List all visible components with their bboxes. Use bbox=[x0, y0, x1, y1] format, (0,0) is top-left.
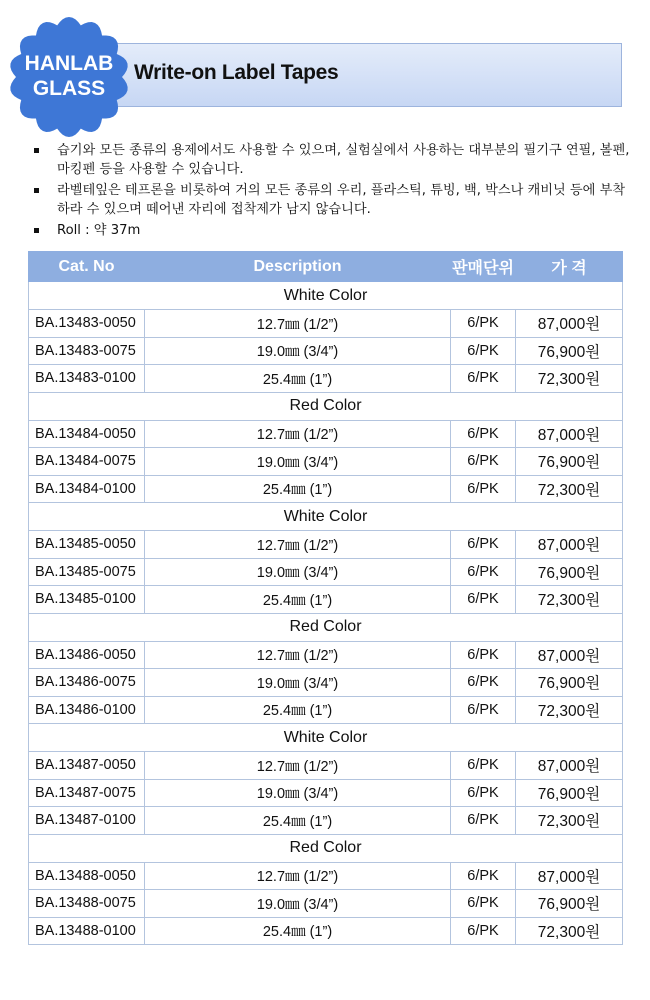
price-cell: 87,000원 bbox=[516, 862, 623, 890]
cat-no-cell: BA.13487-0050 bbox=[29, 752, 145, 780]
group-label: Red Color bbox=[29, 834, 623, 862]
cat-no-cell: BA.13483-0100 bbox=[29, 365, 145, 393]
cat-no-cell: BA.13485-0075 bbox=[29, 558, 145, 586]
group-label: Red Color bbox=[29, 392, 623, 420]
brand-badge bbox=[8, 16, 130, 138]
description-cell: 12.7㎜ (1/2”) bbox=[145, 531, 451, 559]
group-row bbox=[29, 503, 623, 531]
cat-no-cell: BA.13486-0050 bbox=[29, 641, 145, 669]
unit-cell: 6/PK bbox=[451, 696, 516, 724]
table-row bbox=[29, 862, 623, 890]
column-header-cat-no: Cat. No bbox=[29, 252, 145, 282]
table-row bbox=[29, 779, 623, 807]
table-row bbox=[29, 641, 623, 669]
unit-cell: 6/PK bbox=[451, 917, 516, 945]
table-row bbox=[29, 531, 623, 559]
unit-cell: 6/PK bbox=[451, 890, 516, 918]
feature-item bbox=[32, 141, 632, 179]
table-row bbox=[29, 586, 623, 614]
unit-cell: 6/PK bbox=[451, 586, 516, 614]
column-header-unit: 판매단위 bbox=[451, 252, 516, 282]
price-cell: 76,900원 bbox=[516, 779, 623, 807]
group-row bbox=[29, 724, 623, 752]
table-row bbox=[29, 807, 623, 835]
price-cell: 87,000원 bbox=[516, 531, 623, 559]
unit-cell: 6/PK bbox=[451, 310, 516, 338]
description-cell: 19.0㎜ (3/4”) bbox=[145, 448, 451, 476]
unit-cell: 6/PK bbox=[451, 475, 516, 503]
brand-line1: HANLAB bbox=[24, 52, 114, 75]
feature-item bbox=[32, 221, 632, 240]
cat-no-cell: BA.13484-0050 bbox=[29, 420, 145, 448]
price-cell: 76,900원 bbox=[516, 669, 623, 697]
group-label: White Color bbox=[29, 282, 623, 310]
cat-no-cell: BA.13487-0075 bbox=[29, 779, 145, 807]
price-cell: 72,300원 bbox=[516, 807, 623, 835]
description-cell: 19.0㎜ (3/4”) bbox=[145, 669, 451, 697]
unit-cell: 6/PK bbox=[451, 752, 516, 780]
table-header-row bbox=[29, 252, 623, 282]
price-cell: 76,900원 bbox=[516, 558, 623, 586]
feature-text: Roll : 약 37m bbox=[57, 223, 141, 238]
cat-no-cell: BA.13484-0075 bbox=[29, 448, 145, 476]
price-cell: 72,300원 bbox=[516, 696, 623, 724]
price-cell: 76,900원 bbox=[516, 890, 623, 918]
table-row bbox=[29, 890, 623, 918]
table-row bbox=[29, 310, 623, 338]
cat-no-cell: BA.13486-0075 bbox=[29, 669, 145, 697]
description-cell: 12.7㎜ (1/2”) bbox=[145, 862, 451, 890]
cat-no-cell: BA.13485-0100 bbox=[29, 586, 145, 614]
brand-line2: GLASS bbox=[32, 77, 106, 100]
column-header-description: Description bbox=[145, 252, 451, 282]
description-cell: 19.0㎜ (3/4”) bbox=[145, 337, 451, 365]
table-row bbox=[29, 420, 623, 448]
cat-no-cell: BA.13488-0075 bbox=[29, 890, 145, 918]
description-cell: 25.4㎜ (1”) bbox=[145, 475, 451, 503]
price-cell: 72,300원 bbox=[516, 475, 623, 503]
unit-cell: 6/PK bbox=[451, 641, 516, 669]
price-cell: 72,300원 bbox=[516, 365, 623, 393]
description-cell: 19.0㎜ (3/4”) bbox=[145, 779, 451, 807]
cat-no-cell: BA.13483-0075 bbox=[29, 337, 145, 365]
table-row bbox=[29, 669, 623, 697]
price-cell: 87,000원 bbox=[516, 310, 623, 338]
cat-no-cell: BA.13484-0100 bbox=[29, 475, 145, 503]
product-table bbox=[28, 251, 623, 945]
description-cell: 19.0㎜ (3/4”) bbox=[145, 558, 451, 586]
table-row bbox=[29, 365, 623, 393]
unit-cell: 6/PK bbox=[451, 862, 516, 890]
group-label: White Color bbox=[29, 724, 623, 752]
cat-no-cell: BA.13488-0100 bbox=[29, 917, 145, 945]
group-row bbox=[29, 282, 623, 310]
description-cell: 25.4㎜ (1”) bbox=[145, 917, 451, 945]
feature-list bbox=[32, 141, 632, 242]
price-cell: 87,000원 bbox=[516, 420, 623, 448]
price-cell: 72,300원 bbox=[516, 586, 623, 614]
feature-text: 습기와 모든 종류의 용제에서도 사용할 수 있으며, 실험실에서 사용하는 대부분의 필기구 연필, 볼펜, 마킹펜 등을 사용할 수 있습니다. bbox=[57, 143, 630, 177]
group-label: Red Color bbox=[29, 613, 623, 641]
price-cell: 87,000원 bbox=[516, 641, 623, 669]
price-cell: 76,900원 bbox=[516, 448, 623, 476]
bullet-square-icon bbox=[34, 188, 39, 193]
cat-no-cell: BA.13488-0050 bbox=[29, 862, 145, 890]
description-cell: 25.4㎜ (1”) bbox=[145, 365, 451, 393]
cat-no-cell: BA.13487-0100 bbox=[29, 807, 145, 835]
unit-cell: 6/PK bbox=[451, 779, 516, 807]
unit-cell: 6/PK bbox=[451, 669, 516, 697]
table-row bbox=[29, 448, 623, 476]
unit-cell: 6/PK bbox=[451, 365, 516, 393]
description-cell: 12.7㎜ (1/2”) bbox=[145, 641, 451, 669]
price-cell: 76,900원 bbox=[516, 337, 623, 365]
cat-no-cell: BA.13483-0050 bbox=[29, 310, 145, 338]
unit-cell: 6/PK bbox=[451, 558, 516, 586]
table-row bbox=[29, 752, 623, 780]
table-body bbox=[29, 282, 623, 945]
table-row bbox=[29, 475, 623, 503]
group-row bbox=[29, 834, 623, 862]
feature-item bbox=[32, 181, 632, 219]
description-cell: 25.4㎜ (1”) bbox=[145, 696, 451, 724]
table-row bbox=[29, 917, 623, 945]
price-cell: 72,300원 bbox=[516, 917, 623, 945]
group-row bbox=[29, 613, 623, 641]
bullet-square-icon bbox=[34, 228, 39, 233]
feature-text: 라벨테잎은 테프론을 비롯하여 거의 모든 종류의 우리, 플라스틱, 튜빙, 백, 박스나 캐비닛 등에 부착하라 수 있으며 떼어낸 자리에 접착제가 남지 않습니다. bbox=[57, 183, 626, 217]
table-row bbox=[29, 558, 623, 586]
description-cell: 25.4㎜ (1”) bbox=[145, 586, 451, 614]
cat-no-cell: BA.13486-0100 bbox=[29, 696, 145, 724]
price-cell: 87,000원 bbox=[516, 752, 623, 780]
description-cell: 25.4㎜ (1”) bbox=[145, 807, 451, 835]
table-row bbox=[29, 337, 623, 365]
unit-cell: 6/PK bbox=[451, 807, 516, 835]
description-cell: 12.7㎜ (1/2”) bbox=[145, 310, 451, 338]
group-label: White Color bbox=[29, 503, 623, 531]
bullet-square-icon bbox=[34, 148, 39, 153]
description-cell: 12.7㎜ (1/2”) bbox=[145, 752, 451, 780]
unit-cell: 6/PK bbox=[451, 337, 516, 365]
column-header-price: 가 격 bbox=[516, 252, 623, 282]
unit-cell: 6/PK bbox=[451, 420, 516, 448]
page-title: Write-on Label Tapes bbox=[134, 61, 339, 84]
group-row bbox=[29, 392, 623, 420]
cat-no-cell: BA.13485-0050 bbox=[29, 531, 145, 559]
description-cell: 19.0㎜ (3/4”) bbox=[145, 890, 451, 918]
description-cell: 12.7㎜ (1/2”) bbox=[145, 420, 451, 448]
unit-cell: 6/PK bbox=[451, 448, 516, 476]
unit-cell: 6/PK bbox=[451, 531, 516, 559]
table-row bbox=[29, 696, 623, 724]
